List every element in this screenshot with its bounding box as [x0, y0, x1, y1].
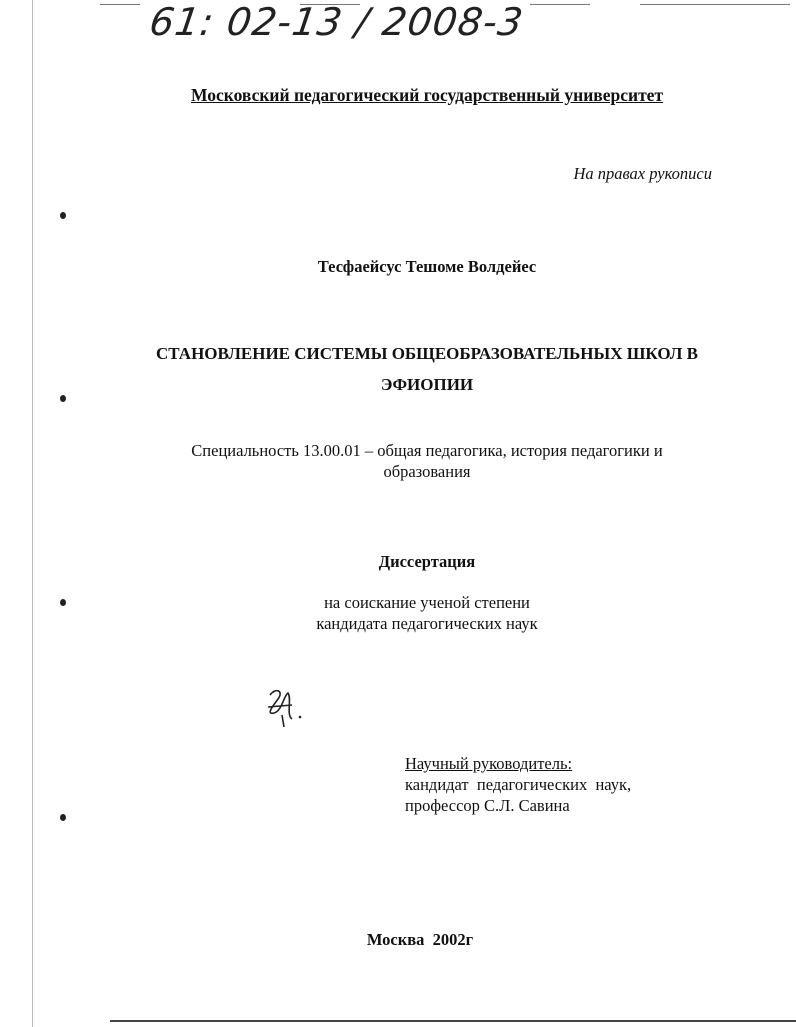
handwritten-archive-code: 61: 02-13 / 2008-3: [146, 0, 527, 44]
author-name: Тесфаейсус Тешоме Волдейес: [317, 257, 537, 276]
supervisor-name: профессор С.Л. Савина: [405, 796, 570, 815]
hole-punch-mark: [60, 814, 66, 821]
degree-line2: кандидата педагогических наук: [316, 614, 538, 633]
supervisor-degree: кандидат педагогических наук,: [405, 775, 632, 794]
supervisor-label: [405, 754, 572, 774]
university-name-text: Московский педагогический государственный университет: [190, 85, 664, 105]
thesis-title-line1: СТАНОВЛЕНИЕ СИСТЕМЫ ОБЩЕОБРАЗОВАТЕЛЬНЫХ ШКОЛ В: [156, 344, 698, 363]
scan-artifact-line: [100, 4, 140, 5]
document-type: Диссертация: [378, 552, 476, 571]
specialty-line1: Специальность 13.00.01 – общая педагогика, история педагогики и: [191, 441, 663, 460]
specialty-line2: образования: [383, 462, 471, 481]
scan-artifact-line: [530, 4, 590, 5]
university-name: [0, 85, 796, 106]
degree-line1: на соискание ученой степени: [324, 593, 530, 612]
thesis-title-line2: ЭФИОПИИ: [380, 375, 474, 394]
supervisor-label-text: Научный руководитель:: [405, 754, 573, 773]
hole-punch-mark: [60, 212, 66, 219]
place-and-year: Москва 2002г: [366, 930, 474, 949]
signature: [262, 685, 307, 730]
scan-bottom-edge: [110, 1020, 796, 1022]
scan-edge-line: [32, 0, 33, 1027]
manuscript-note: На правах рукописи: [573, 164, 712, 183]
hole-punch-mark: [60, 395, 66, 402]
scan-artifact-line: [640, 4, 790, 5]
